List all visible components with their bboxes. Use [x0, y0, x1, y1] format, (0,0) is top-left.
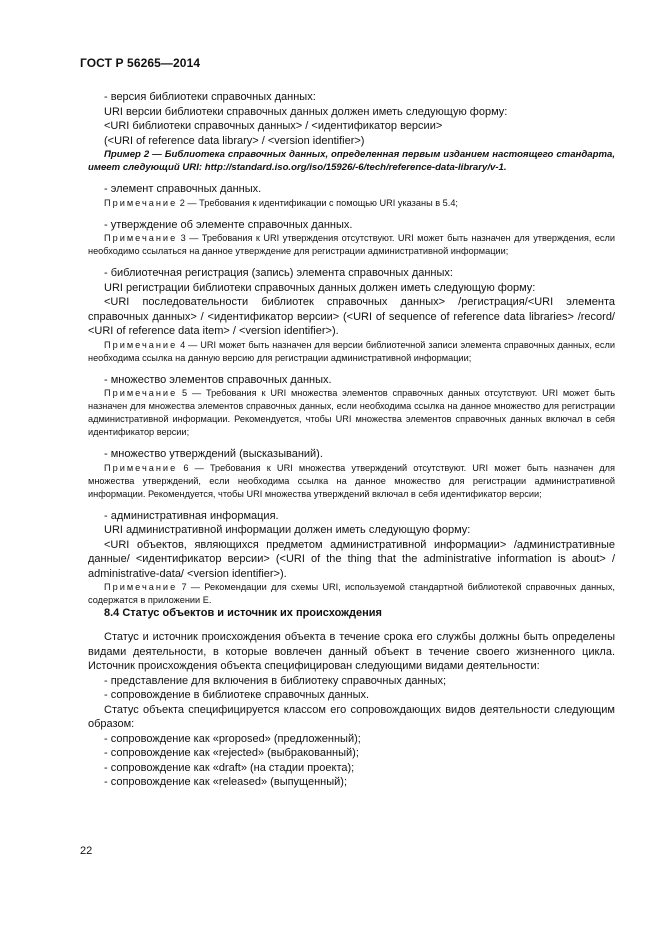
note-text: 3 — Требования к URI утверждения отсутствуют. URI может быть назначен для утверждения, если необходимо ссылаться на данное утверждение для регистрации административной информации; — [88, 233, 615, 256]
uri-form: <URI библиотеки справочных данных> / <идентификатор версии> — [104, 120, 443, 132]
paragraph: URI версии библиотеки справочных данных должен иметь следующую форму: — [104, 105, 508, 118]
paragraph: Статус объекта специфицируется классом его сопровождающих видов деятельности следующим образом: — [88, 703, 615, 730]
note-text: 7 — Рекомендации для схемы URI, используемой стандартной библиотекой справочных данных, содержатся в приложении Е. — [88, 582, 615, 605]
list-item: - сопровождение как «released» (выпущенный); — [104, 776, 348, 788]
note-label: Примечание — [104, 582, 178, 592]
uri-form: <URI последовательности библиотек справочных данных> /регистрация/<URI элемента справочных данных> / <идентификатор версии> (<URI of sequence of reference data libraries> /record/ <URI of reference data item> / <version identifier>). — [88, 296, 615, 337]
list-item: - сопровождение в библиотеке справочных данных. — [104, 689, 370, 701]
paragraph: URI регистрации библиотеки справочных данных должен иметь следующую форму: — [104, 281, 536, 294]
uri-form-english: (<URI of reference data library> / <version identifier>) — [104, 134, 365, 147]
list-item-reference-data-item: - элемент справочных данных. — [104, 183, 262, 195]
note-3 — [88, 232, 615, 258]
list-item-statement-set: - множество утверждений (высказываний). — [104, 448, 323, 460]
list-item-statement: - утверждение об элементе справочных данных. — [104, 218, 353, 231]
note-label: Примечание — [104, 388, 178, 398]
note-label: Примечание — [104, 462, 178, 473]
note-text: 4 — URI может быть назначен для версии библиотечной записи элемента справочных данных, если необходима ссылка на данную версию для регистрации административной информации; — [88, 339, 615, 363]
list-item-library-registration: - библиотечная регистрация (запись) элемента справочных данных: — [104, 267, 453, 279]
page-number: 22 — [80, 845, 93, 857]
note-label: Примечание — [104, 339, 178, 350]
note-7 — [88, 581, 615, 607]
section-heading: 8.4 Статус объектов и источник их происхождения — [104, 607, 382, 619]
list-item-version: - версия библиотеки справочных данных: — [104, 91, 316, 103]
paragraph: Статус и источник происхождения объекта в течение срока его службы должны быть определены видами деятельности, в которые вовлечен данный объект в течение своего жизненного цикла. Источник происхождения объекта специфицирован следующими видами деятельности: — [88, 631, 615, 672]
note-text: 2 — Требования к идентификации с помощью URI указаны в 5.4; — [177, 197, 458, 208]
list-item: - сопровождение как «proposed» (предложенный); — [104, 732, 361, 745]
list-item-administrative-info: - административная информация. — [104, 509, 279, 522]
note-label: Примечание — [104, 233, 178, 243]
paragraph: URI административной информации должен иметь следующую форму: — [104, 524, 471, 536]
uri-form: <URI объектов, являющихся предметом административной информации> /административные данные/ <идентификатор версии> (<URI of the thing that the administrative information is about> / administrative-data/ <version identifier>). — [88, 538, 615, 580]
note-6 — [88, 462, 615, 501]
example-2: Пример 2 — Библиотека справочных данных, определенная первым изданием настоящего стандарта, имеет следующий URI: http://standard.iso.org/iso/15926/-6/tech/reference-data-library/v-1. — [88, 149, 615, 173]
list-item: - представление для включения в библиотеку справочных данных; — [104, 674, 447, 687]
document-header: ГОСТ Р 56265—2014 — [80, 56, 201, 70]
note-2 — [88, 197, 615, 210]
note-label: Примечание — [104, 197, 178, 208]
note-text: 6 — Требования к URI множества утверждений отсутствуют. URI может быть назначен для множества утверждений, если необходима ссылка на данное множество для регистрации административной информации. Рекомендуется, чтобы URI множества утверждений включал в себя идентификатор версии; — [88, 462, 615, 499]
list-item: - сопровождение как «rejected» (выбракованный); — [104, 747, 359, 759]
note-5 — [88, 387, 615, 439]
note-text: 5 — Требования к URI множества элементов справочных данных отсутствуют. URI может быть назначен для множества элементов справочных данных, если необходима ссылка на данное множество для регистрации административной информации. Рекомендуется, чтобы URI множества элементов справочных данных включал в себя идентификатор версии; — [88, 388, 615, 437]
note-4 — [88, 339, 615, 365]
list-item: - сопровождение как «draft» (на стадии проекта); — [104, 761, 355, 774]
list-item-item-set: - множество элементов справочных данных. — [104, 373, 332, 386]
page-body — [88, 90, 615, 790]
